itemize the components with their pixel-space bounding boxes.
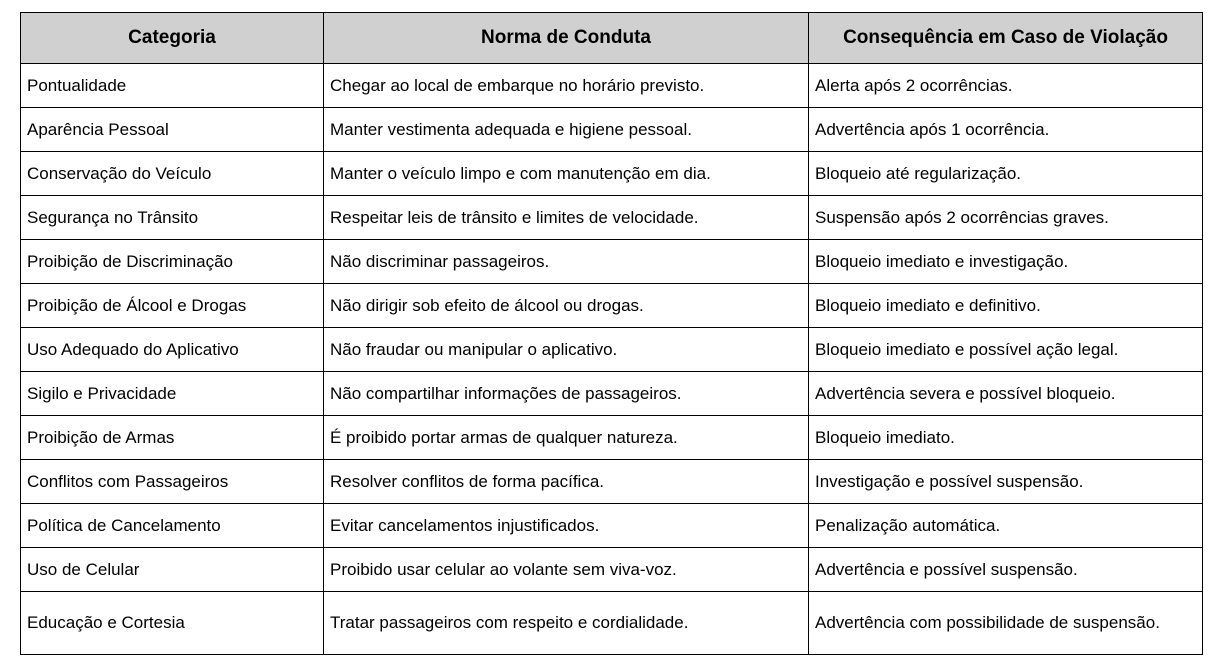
table-row	[21, 372, 1203, 416]
category-cell: Política de Cancelamento	[21, 504, 324, 548]
table-row	[21, 504, 1203, 548]
rule-cell: Proibido usar celular ao volante sem viva-voz.	[324, 548, 809, 592]
rule-cell: Tratar passageiros com respeito e cordialidade.	[324, 592, 809, 655]
consequence-cell: Penalização automática.	[809, 504, 1203, 548]
consequence-cell: Bloqueio imediato.	[809, 416, 1203, 460]
consequence-cell: Advertência e possível suspensão.	[809, 548, 1203, 592]
category-cell: Pontualidade	[21, 64, 324, 108]
table-row	[21, 548, 1203, 592]
category-cell: Conflitos com Passageiros	[21, 460, 324, 504]
rule-cell: Evitar cancelamentos injustificados.	[324, 504, 809, 548]
category-cell: Sigilo e Privacidade	[21, 372, 324, 416]
rule-cell: Manter vestimenta adequada e higiene pessoal.	[324, 108, 809, 152]
category-cell: Uso Adequado do Aplicativo	[21, 328, 324, 372]
column-header-conduct-rule: Norma de Conduta	[324, 13, 809, 64]
consequence-cell: Bloqueio até regularização.	[809, 152, 1203, 196]
rule-cell: Não discriminar passageiros.	[324, 240, 809, 284]
rule-cell: É proibido portar armas de qualquer natureza.	[324, 416, 809, 460]
category-cell: Conservação do Veículo	[21, 152, 324, 196]
category-cell: Proibição de Álcool e Drogas	[21, 284, 324, 328]
column-header-category: Categoria	[21, 13, 324, 64]
table-row	[21, 460, 1203, 504]
table-row	[21, 108, 1203, 152]
consequence-cell: Bloqueio imediato e investigação.	[809, 240, 1203, 284]
consequence-cell: Advertência após 1 ocorrência.	[809, 108, 1203, 152]
category-cell: Uso de Celular	[21, 548, 324, 592]
rule-cell: Manter o veículo limpo e com manutenção em dia.	[324, 152, 809, 196]
consequence-cell: Alerta após 2 ocorrências.	[809, 64, 1203, 108]
consequence-cell: Bloqueio imediato e definitivo.	[809, 284, 1203, 328]
rule-cell: Não fraudar ou manipular o aplicativo.	[324, 328, 809, 372]
consequence-cell: Investigação e possível suspensão.	[809, 460, 1203, 504]
category-cell: Segurança no Trânsito	[21, 196, 324, 240]
consequence-cell: Bloqueio imediato e possível ação legal.	[809, 328, 1203, 372]
rule-cell: Não compartilhar informações de passageiros.	[324, 372, 809, 416]
category-cell: Proibição de Discriminação	[21, 240, 324, 284]
table-row	[21, 196, 1203, 240]
header-row	[21, 13, 1203, 64]
conduct-rules-table	[20, 12, 1203, 655]
consequence-cell: Advertência severa e possível bloqueio.	[809, 372, 1203, 416]
category-cell: Aparência Pessoal	[21, 108, 324, 152]
table-row	[21, 284, 1203, 328]
rule-cell: Resolver conflitos de forma pacífica.	[324, 460, 809, 504]
table-row	[21, 240, 1203, 284]
rule-cell: Chegar ao local de embarque no horário previsto.	[324, 64, 809, 108]
table-row	[21, 64, 1203, 108]
table-row	[21, 416, 1203, 460]
table-row	[21, 152, 1203, 196]
consequence-cell: Advertência com possibilidade de suspensão.	[809, 592, 1203, 655]
rule-cell: Não dirigir sob efeito de álcool ou drogas.	[324, 284, 809, 328]
table-row	[21, 592, 1203, 655]
consequence-cell: Suspensão após 2 ocorrências graves.	[809, 196, 1203, 240]
category-cell: Educação e Cortesia	[21, 592, 324, 655]
column-header-violation-consequence: Consequência em Caso de Violação	[809, 13, 1203, 64]
category-cell: Proibição de Armas	[21, 416, 324, 460]
rule-cell: Respeitar leis de trânsito e limites de velocidade.	[324, 196, 809, 240]
table-row	[21, 328, 1203, 372]
